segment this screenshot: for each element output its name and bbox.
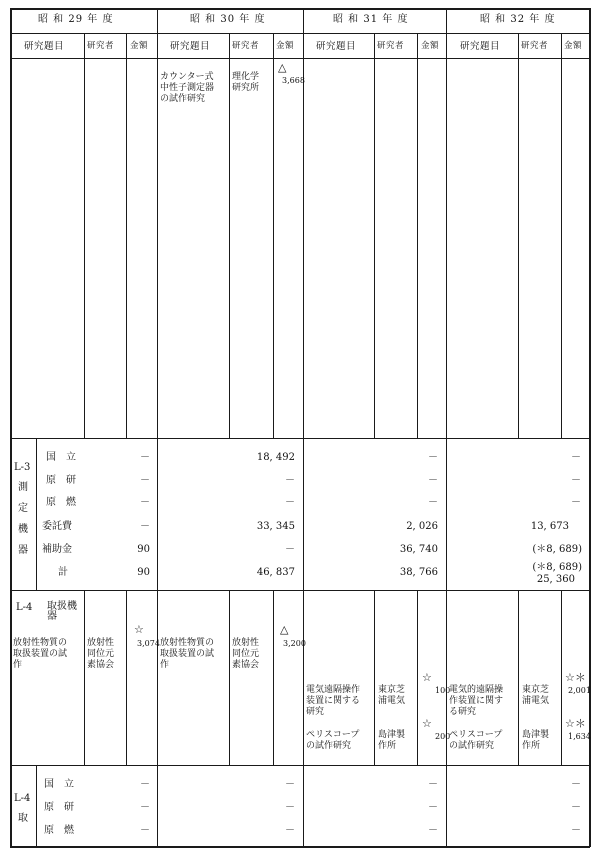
sec1-researcher-30: 理化学 研究所 bbox=[232, 72, 260, 93]
year-header-31: 昭 和 31 年 度 bbox=[333, 14, 409, 25]
col-sep-30-b2 bbox=[273, 590, 274, 766]
l3-value-32: (＊8, 689) bbox=[532, 562, 582, 573]
l4a-topic-32b: ペリスコープ の試作研究 bbox=[449, 730, 503, 751]
l3-value-29: － bbox=[140, 475, 150, 486]
col-sep-32-a2 bbox=[518, 590, 519, 766]
table-border-top bbox=[10, 8, 590, 10]
sec1-topic-30: カウンター式 中性子測定器 の試作研究 bbox=[160, 72, 215, 104]
l4b-value-30: － bbox=[285, 825, 295, 836]
l4b-code: L-4 bbox=[14, 793, 31, 804]
l3-value-31: － bbox=[428, 452, 438, 463]
table-border-left bbox=[10, 8, 12, 847]
l4b-value-32: － bbox=[571, 825, 581, 836]
l4a-topic-30: 放射性物質の 取扱装置の試 作 bbox=[160, 638, 215, 670]
l3-value-30: 46, 837 bbox=[256, 567, 295, 578]
l4b-value-31: － bbox=[428, 802, 438, 813]
col-sep-30-a bbox=[229, 33, 230, 439]
l3-value-30: － bbox=[285, 544, 295, 555]
l3-vertical-label: 測 定 機 器 bbox=[18, 482, 28, 556]
l3-value-31: 36, 740 bbox=[399, 544, 438, 555]
subheader-topic-32: 研究題目 bbox=[460, 41, 501, 52]
l3-value-30: 18, 492 bbox=[256, 452, 295, 463]
l4b-value-30: － bbox=[285, 779, 295, 790]
table-rule-section-1 bbox=[10, 438, 590, 439]
l4b-vertical-label: 取 bbox=[18, 813, 28, 824]
l4a-researcher-32a: 東京芝 浦電気 bbox=[522, 685, 550, 706]
l4a-amount-32b: 1,634 bbox=[568, 732, 591, 741]
subheader-topic-31: 研究題目 bbox=[316, 41, 357, 52]
l3-value-31: － bbox=[428, 475, 438, 486]
l3-value-29: － bbox=[140, 452, 150, 463]
subheader-amount-30: 金額 bbox=[276, 41, 295, 51]
l4b-value-32: － bbox=[571, 779, 581, 790]
l4a-mark-29: ☆ bbox=[134, 623, 144, 636]
l4a-researcher-31a: 東京芝 浦電気 bbox=[378, 685, 406, 706]
col-sep-31-b2 bbox=[417, 590, 418, 766]
table-rule-sub-header bbox=[10, 58, 590, 59]
subheader-researcher-32: 研究者 bbox=[521, 41, 549, 51]
sec1-mark-30: △ bbox=[278, 61, 287, 74]
subheader-topic-30: 研究題目 bbox=[170, 41, 211, 52]
l4a-mark-32a: ☆＊ bbox=[565, 671, 586, 684]
col-sep-30-a2 bbox=[229, 590, 230, 766]
l4b-value-29: － bbox=[140, 779, 150, 790]
l4a-researcher-29: 放射性 同位元 素協会 bbox=[87, 638, 115, 670]
year-header-32: 昭 和 32 年 度 bbox=[480, 14, 556, 25]
col-sep-year-30 bbox=[157, 8, 158, 847]
l3-value-29: 90 bbox=[137, 567, 150, 578]
l3-value-29: － bbox=[140, 521, 150, 532]
l4a-mark-32b: ☆＊ bbox=[565, 717, 586, 730]
col-sep-year-32 bbox=[446, 8, 447, 847]
l4b-value-29: － bbox=[140, 802, 150, 813]
l3-value-29: 90 bbox=[137, 544, 150, 555]
col-sep-29-b2 bbox=[126, 590, 127, 766]
l3-value-32: 13, 673 bbox=[530, 521, 569, 532]
subheader-researcher-30: 研究者 bbox=[232, 41, 260, 51]
l3-code-divider bbox=[36, 438, 37, 591]
table-border-bottom bbox=[10, 846, 590, 848]
l3-value-30: 33, 345 bbox=[256, 521, 295, 532]
l3-row-label: 原 研 bbox=[46, 475, 76, 486]
l4b-row-label: 原 研 bbox=[44, 802, 74, 813]
subheader-amount-29: 金額 bbox=[130, 41, 149, 51]
l3-value-30: － bbox=[285, 497, 295, 508]
l3-row-label: 国 立 bbox=[46, 452, 76, 463]
col-sep-29-a2 bbox=[84, 590, 85, 766]
l3-row-label: 委託費 bbox=[42, 521, 72, 532]
subheader-researcher-29: 研究者 bbox=[87, 41, 115, 51]
l4a-mark-30: △ bbox=[280, 623, 289, 636]
l4a-amount-30: 3,200 bbox=[283, 639, 306, 648]
l4b-value-31: － bbox=[428, 779, 438, 790]
l4a-amount-31b: 200 bbox=[435, 732, 451, 741]
l4a-topic-31a: 電気遠隔操作 装置に関する 研究 bbox=[306, 685, 361, 717]
year-header-29: 昭 和 29 年 度 bbox=[38, 14, 114, 25]
col-sep-29-a bbox=[84, 33, 85, 439]
subheader-researcher-31: 研究者 bbox=[377, 41, 405, 51]
col-sep-29-b bbox=[126, 33, 127, 439]
l4a-amount-31a: 100 bbox=[435, 686, 451, 695]
l4a-mark-31b: ☆ bbox=[422, 717, 432, 730]
l4b-value-31: － bbox=[428, 825, 438, 836]
col-sep-32-b2 bbox=[561, 590, 562, 766]
col-sep-32-a bbox=[518, 33, 519, 439]
subheader-topic-29: 研究題目 bbox=[24, 41, 65, 52]
l4a-amount-32a: 2,001 bbox=[568, 686, 591, 695]
table-rule-section-3 bbox=[10, 765, 590, 766]
sec1-amount-30: 3,668 bbox=[282, 76, 305, 85]
col-sep-31-a bbox=[374, 33, 375, 439]
col-sep-30-b bbox=[273, 33, 274, 439]
l3-row-label: 原 燃 bbox=[46, 497, 76, 508]
l4b-value-32: － bbox=[571, 802, 581, 813]
l3-row-label: 補助金 bbox=[42, 544, 72, 555]
year-header-30: 昭 和 30 年 度 bbox=[190, 14, 266, 25]
l3-value-31: － bbox=[428, 497, 438, 508]
l3-total-32-extra: 25, 360 bbox=[536, 574, 575, 585]
table-rule-section-2 bbox=[10, 590, 590, 591]
l4b-code-divider bbox=[36, 765, 37, 847]
col-sep-32-b bbox=[561, 33, 562, 439]
l4a-topic-31b: ペリスコープ の試作研究 bbox=[306, 730, 360, 751]
subheader-amount-31: 金額 bbox=[421, 41, 440, 51]
l4a-title: 取扱機 器 bbox=[47, 601, 77, 622]
l3-value-32: (＊8, 689) bbox=[532, 544, 582, 555]
table-border-right bbox=[589, 8, 591, 847]
table-rule-year-header bbox=[10, 33, 590, 34]
l3-value-32: － bbox=[571, 475, 581, 486]
l3-row-label: 計 bbox=[58, 567, 68, 578]
l3-value-32: － bbox=[571, 497, 581, 508]
l4a-mark-31a: ☆ bbox=[422, 671, 432, 684]
l3-value-29: － bbox=[140, 497, 150, 508]
l4a-researcher-32b: 島津製 作所 bbox=[522, 730, 550, 751]
l3-value-30: － bbox=[285, 475, 295, 486]
l3-code: L-3 bbox=[14, 462, 31, 473]
l3-value-32: － bbox=[571, 452, 581, 463]
l4a-topic-32a: 電気的遠隔操 作装置に関す る研究 bbox=[449, 685, 504, 717]
col-sep-year-31 bbox=[303, 8, 304, 847]
l4a-topic-29: 放射性物質の 取扱装置の試 作 bbox=[13, 638, 68, 670]
subheader-amount-32: 金額 bbox=[564, 41, 583, 51]
l4b-row-label: 原 燃 bbox=[44, 825, 74, 836]
l3-value-31: 2, 026 bbox=[406, 521, 438, 532]
col-sep-31-b bbox=[417, 33, 418, 439]
col-sep-31-a2 bbox=[374, 590, 375, 766]
l4b-value-29: － bbox=[140, 825, 150, 836]
l4a-code: L-4 bbox=[16, 602, 33, 613]
l4b-value-30: － bbox=[285, 802, 295, 813]
l4a-amount-29: 3,074 bbox=[137, 639, 160, 648]
l4b-row-label: 国 立 bbox=[44, 779, 74, 790]
l4a-researcher-31b: 島津製 作所 bbox=[378, 730, 406, 751]
l4a-researcher-30: 放射性 同位元 素協会 bbox=[232, 638, 260, 670]
l3-value-31: 38, 766 bbox=[399, 567, 438, 578]
